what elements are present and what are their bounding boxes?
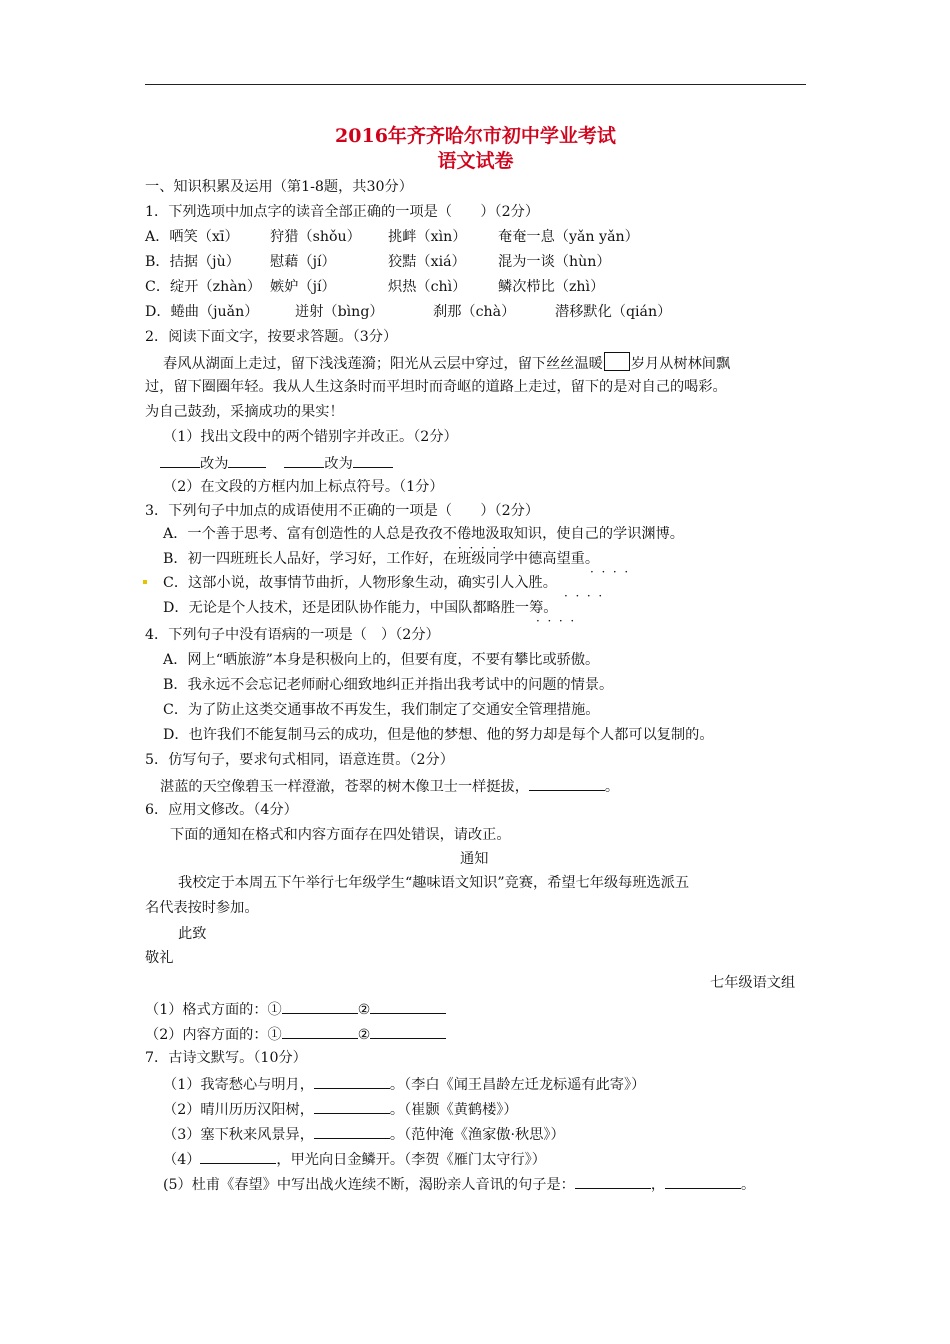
poem-source: ，甲光向日金鳞开。（李贺《雁门太守行》） xyxy=(276,1152,546,1168)
notice-body-line-2: 名代表按时参加。 xyxy=(145,900,259,916)
question-7-stem: 7．古诗文默写。（10分） xyxy=(145,1050,307,1066)
question-7-item-1 xyxy=(163,1073,645,1095)
question-7-item-3 xyxy=(163,1123,565,1145)
sentence-text: 湛蓝的天空像碧玉一样澄澈，苍翠的树木像卫士一样挺拔， xyxy=(160,779,529,795)
answer-blank[interactable] xyxy=(370,1023,446,1039)
header-rule xyxy=(145,84,806,85)
question-3-option-c: C．这部小说，故事情节曲折，人物形象生动，确实引人入胜。 xyxy=(163,575,557,591)
option-item: 刹那（chà） xyxy=(433,304,516,320)
question-2-sub-1: （1）找出文段中的两个错别字并改正。（2分） xyxy=(163,429,458,445)
question-4-stem: 4．下列句子中没有语病的一项是（ ）（2分） xyxy=(145,627,440,643)
answer-blank[interactable] xyxy=(200,1148,276,1164)
sentence-end: 。 xyxy=(604,779,620,795)
option-item: 迸射（bìng） xyxy=(295,304,384,320)
question-5-stem: 5．仿写句子，要求句式相同，语意连贯。（2分） xyxy=(145,752,454,768)
option-item: B．拮据（jù） xyxy=(145,254,240,270)
notice-jingli: 敬礼 xyxy=(145,950,174,966)
question-7-item-2 xyxy=(163,1098,518,1120)
notice-title: 通知 xyxy=(460,851,489,867)
poem-source: 。（崔颢《黄鹤楼》） xyxy=(389,1102,518,1118)
emphasis-dots: · · · · xyxy=(458,541,497,555)
question-7-item-5 xyxy=(163,1173,755,1195)
sentence-end: 。 xyxy=(741,1177,756,1193)
question-4-option-a: A．网上“晒旅游”本身是积极向上的，但要有度，不要有攀比或骄傲。 xyxy=(163,652,600,668)
option-item: 炽热（chì） xyxy=(388,279,467,295)
format-label: （1）格式方面的：① xyxy=(145,1002,282,1018)
answer-blank[interactable] xyxy=(665,1173,741,1189)
question-6-format-row xyxy=(145,998,446,1020)
passage-text: 春风从湖面上走过，留下浅浅莲漪；阳光从云层中穿过，留下丝丝温暖 xyxy=(163,356,603,372)
punctuation-box[interactable] xyxy=(604,352,630,371)
option-item: 狡黠（xiá） xyxy=(388,254,466,270)
question-3-option-d: D．无论是个人技术，还是团队协作能力，中国队都略胜一筹。 xyxy=(163,600,558,616)
option-item: 挑衅（xìn） xyxy=(388,229,467,245)
question-4-option-b: B．我永远不会忘记老师耐心细致地纠正并指出我考试中的问题的情景。 xyxy=(163,677,614,693)
separator: ， xyxy=(650,1177,666,1193)
question-6-stem: 6．应用文修改。（4分） xyxy=(145,802,298,818)
question-1-option-b xyxy=(145,252,611,272)
answer-blank[interactable] xyxy=(228,452,266,468)
margin-marker xyxy=(143,580,147,584)
poem-prompt: （1）我寄愁心与明月， xyxy=(163,1077,314,1093)
option-item: 鳞次栉比（zhì） xyxy=(498,279,605,295)
option-item: C．绽开（zhàn） xyxy=(145,279,262,295)
question-5-sentence xyxy=(160,775,619,797)
notice-body-line-1: 我校定于本周五下午举行七年级学生“趣味语文知识”竞赛，希望七年级每班选派五 xyxy=(178,875,690,891)
question-3-stem: 3．下列句子中加点的成语使用不正确的一项是（ ）（2分） xyxy=(145,503,540,519)
question-6-instruction: 下面的通知在格式和内容方面存在四处错误，请改正。 xyxy=(170,827,511,843)
question-2-passage-line-2: 过，留下圈圈年轻。我从人生这条时而平坦时而奇岖的道路上走过，留下的是对自己的喝彩。 xyxy=(145,379,727,395)
answer-blank[interactable] xyxy=(370,998,446,1014)
answer-blank[interactable] xyxy=(314,1073,390,1089)
question-1-option-d xyxy=(145,302,671,322)
question-2-passage-line-1 xyxy=(163,352,730,374)
question-4-option-d: D．也许我们不能复制马云的成功，但是他的梦想、他的努力却是每个人都可以复制的。 xyxy=(163,727,714,743)
poem-prompt: （4） xyxy=(163,1152,201,1168)
answer-blank[interactable] xyxy=(284,452,324,468)
option-item: 混为一谈（hùn） xyxy=(498,254,611,270)
option-item: D．蜷曲（juǎn） xyxy=(145,304,259,320)
option-item: 慰藉（jí） xyxy=(270,254,336,270)
answer-blank[interactable] xyxy=(282,1023,358,1039)
question-2-stem: 2．阅读下面文字，按要求答题。（3分） xyxy=(145,329,398,345)
answer-blank[interactable] xyxy=(575,1173,651,1189)
option-item: 狩猎（shǒu） xyxy=(270,229,361,245)
correct-label: 改为 xyxy=(324,456,353,472)
correct-label: 改为 xyxy=(200,456,229,472)
question-2-passage-line-3: 为自己鼓劲，采摘成功的果实！ xyxy=(145,404,344,420)
question-3-option-a: A．一个善于思考、富有创造性的人总是孜孜不倦地汲取知识，使自己的学识渊博。 xyxy=(163,526,684,542)
question-1-option-c xyxy=(145,277,604,297)
emphasis-dots: · · · · xyxy=(590,565,629,579)
exam-subtitle: 语文试卷 xyxy=(437,150,514,172)
poem-prompt: （2）晴川历历汉阳树， xyxy=(163,1102,314,1118)
emphasis-dots: · · · · xyxy=(536,614,575,628)
emphasis-dots: · · · · xyxy=(564,589,603,603)
circle-two-mark: ② xyxy=(357,1027,371,1043)
question-1-stem: 1．下列选项中加点字的读音全部正确的一项是（ ）（2分） xyxy=(145,204,540,220)
option-item: 潜移默化（qián） xyxy=(555,304,672,320)
poem-source: 。（范仲淹《渔家傲·秋思》） xyxy=(389,1127,565,1143)
question-6-content-row xyxy=(145,1023,446,1045)
answer-blank[interactable] xyxy=(529,775,605,791)
answer-blank[interactable] xyxy=(353,452,393,468)
notice-signature: 七年级语文组 xyxy=(710,975,796,991)
poem-prompt: （3）塞下秋来风景异， xyxy=(163,1127,314,1143)
question-1-option-a xyxy=(145,227,639,247)
question-7-item-4 xyxy=(163,1148,546,1170)
section-heading: 一、知识积累及运用（第1-8题，共30分） xyxy=(145,179,413,195)
answer-blank[interactable] xyxy=(160,452,200,468)
question-3-option-b: B．初一四班班长人品好，学习好，工作好，在班级同学中德高望重。 xyxy=(163,551,600,567)
question-2-answer-row xyxy=(160,452,393,474)
option-item: 奄奄一息（yǎn yǎn） xyxy=(498,229,639,245)
answer-blank[interactable] xyxy=(314,1098,390,1114)
poem-source: 。（李白《闻王昌龄左迁龙标遥有此寄》） xyxy=(389,1077,646,1093)
answer-blank[interactable] xyxy=(282,998,358,1014)
content-label: （2）内容方面的：① xyxy=(145,1027,282,1043)
exam-title: 2016年齐齐哈尔市初中学业考试 xyxy=(335,125,616,147)
notice-cizhi: 此致 xyxy=(178,926,207,942)
poem-prompt: (5）杜甫《春望》中写出战火连续不断，渴盼亲人音讯的句子是： xyxy=(163,1177,575,1193)
option-item: 嫉妒（jí） xyxy=(270,279,336,295)
circle-two-mark: ② xyxy=(357,1002,371,1018)
question-4-option-c: C．为了防止这类交通事故不再发生，我们制定了交通安全管理措施。 xyxy=(163,702,600,718)
option-item: A．哂笑（xī） xyxy=(145,229,239,245)
question-2-sub-2: （2）在文段的方框内加上标点符号。（1分） xyxy=(163,479,444,495)
passage-text: 岁月从树林间飘 xyxy=(630,356,731,372)
answer-blank[interactable] xyxy=(314,1123,390,1139)
